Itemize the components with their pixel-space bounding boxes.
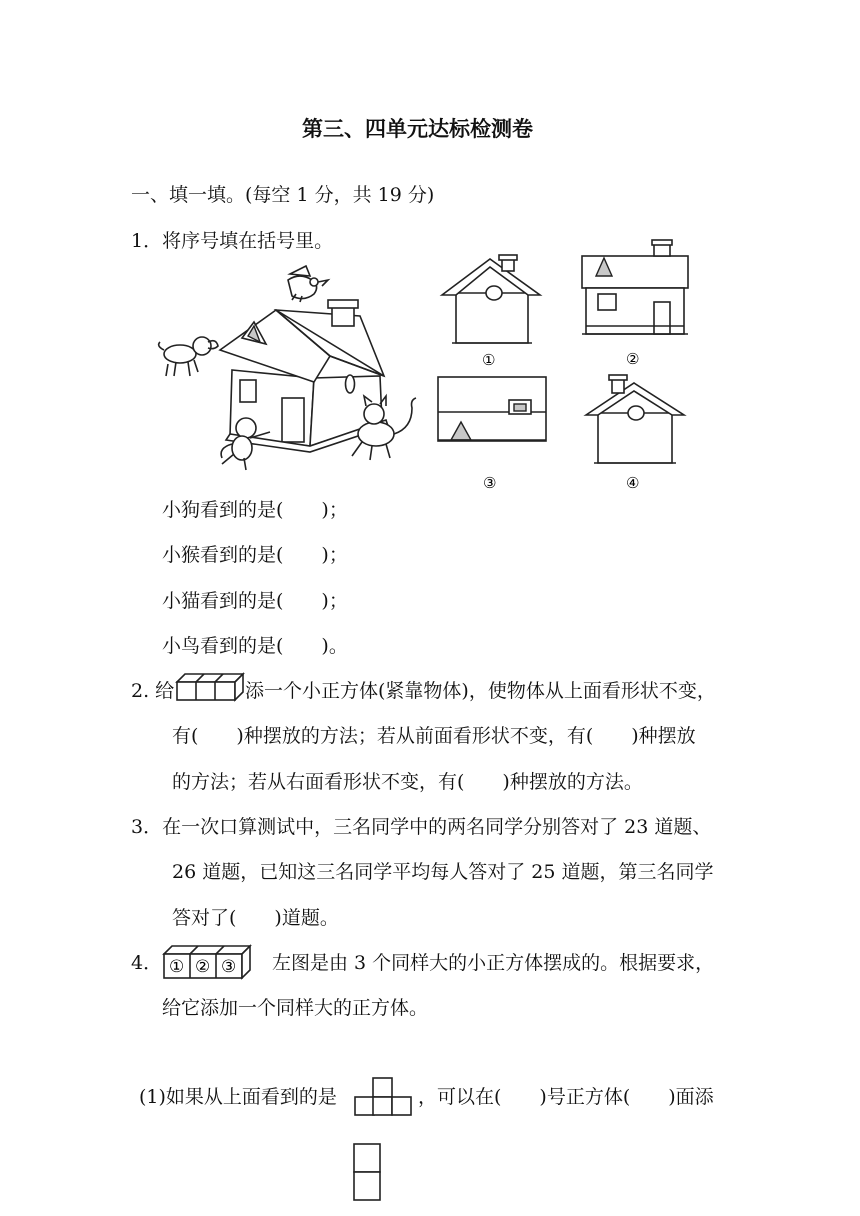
q4-sub1-prefix: (1)如果从上面看到的是 [139,1086,337,1108]
view-option-1 [442,255,542,370]
view-option-2 [580,240,692,368]
option-label-1: ① [482,351,496,369]
cube-label-3: ③ [221,957,237,977]
cube-label-1: ① [169,957,185,977]
option-label-4: ④ [626,474,640,492]
bird-icon [288,266,328,302]
page-title: 第三、四单元达标检测卷 [302,117,533,141]
three-cube-row-icon [175,672,245,702]
house-scene-illustration [150,258,430,473]
q2-line3: 的方法；若从右面看形状不变，有( )种摆放的方法。 [172,771,643,793]
top-view-shape-icon [354,1076,414,1116]
option-label-2: ② [626,350,640,368]
q4-line2: 给它添加一个同样大的正方体。 [162,997,429,1019]
q3-line3: 答对了( )道题。 [172,907,339,929]
numbered-cubes-figure [162,944,252,980]
view-option-4 [586,375,686,490]
cube-label-2: ② [195,957,211,977]
dog-icon [159,337,218,376]
view-option-3 [437,376,549,491]
answer-line-dog: 小狗看到的是( )； [162,499,348,521]
q4-number: 4． [131,952,163,974]
answer-line-cat: 小猫看到的是( )； [162,590,348,612]
q2-prefix: 2. 给 [131,680,175,702]
q2-line2: 有( )种摆放的方法；若从前面看形状不变，有( )种摆放 [172,725,696,747]
q3-line2: 26 道题，已知这三名同学平均每人答对了 25 道题，第三名同学 [172,861,714,883]
q2-line1: 添一个小正方体(紧靠物体)，使物体从上面看形状不变， [245,680,716,702]
answer-line-bird: 小鸟看到的是( )。 [162,635,348,657]
q3-line1: 3．在一次口算测试中，三名同学中的两名同学分别答对了 23 道题、 [131,816,712,838]
answer-line-monkey: 小猴看到的是( )； [162,544,348,566]
section-heading: 一、填一填。(每空 1 分，共 19 分) [131,184,435,206]
q1-stem: 1．将序号填在括号里。 [131,230,334,252]
q4-sub1-suffix: ，可以在( )号正方体( )面添 [418,1086,714,1108]
q4-line1: 左图是由 3 个同样大的小正方体摆成的。根据要求， [272,952,715,974]
stacked-squares-icon [353,1143,383,1203]
option-label-3: ③ [483,474,497,492]
